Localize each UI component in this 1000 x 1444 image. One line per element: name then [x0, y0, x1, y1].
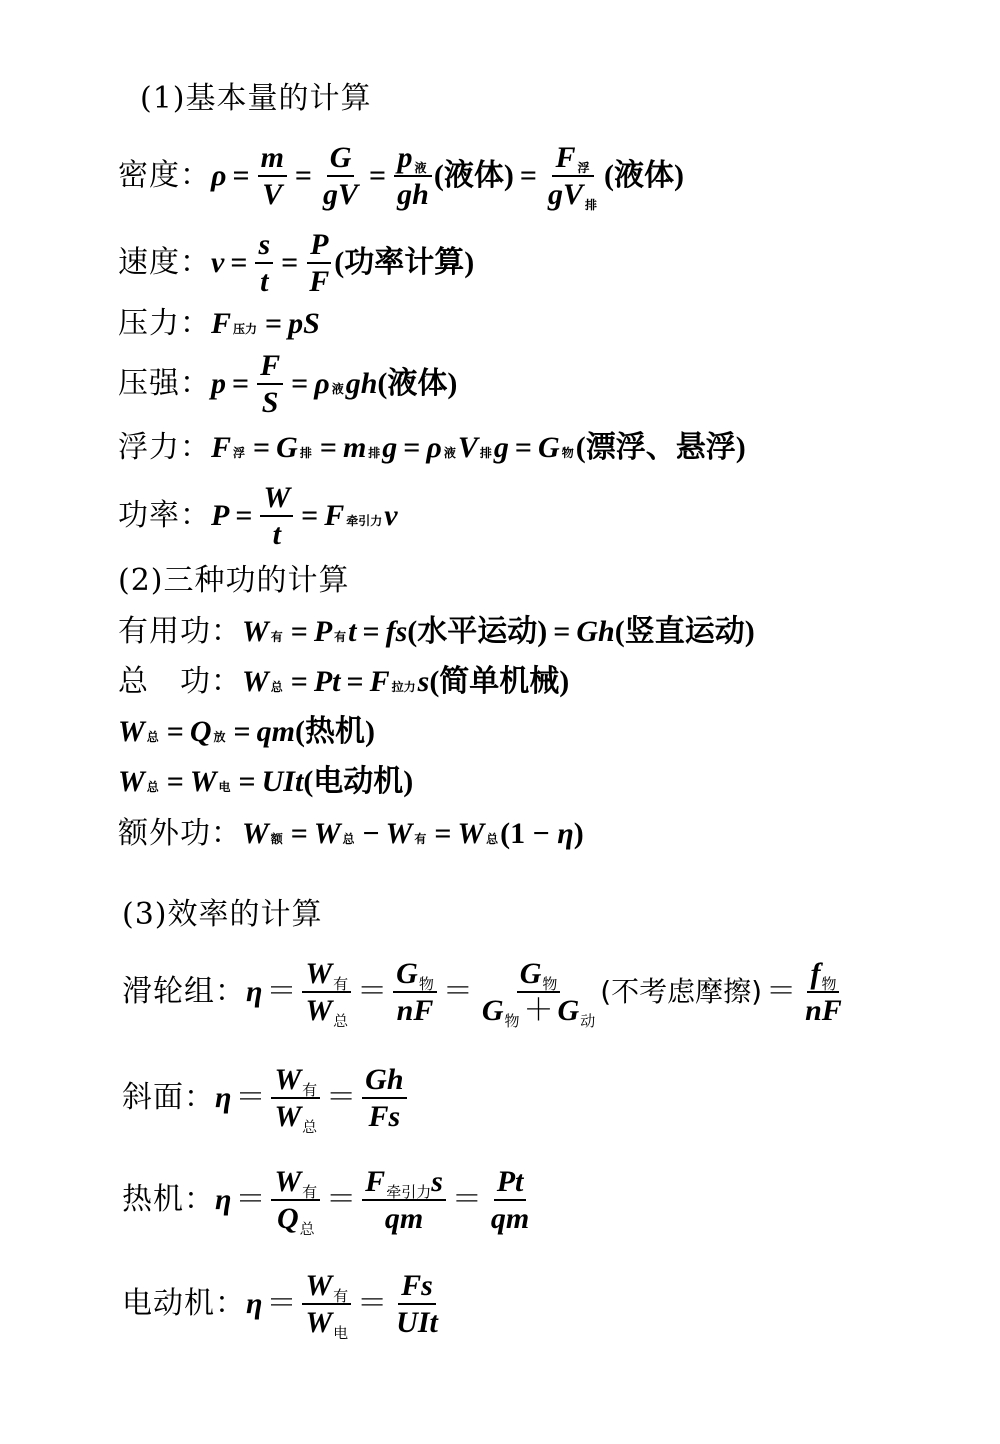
denominator-subscript: 排 [584, 198, 597, 212]
F-subscript: 牵引力 [346, 514, 383, 528]
equals: = [319, 431, 337, 464]
horizontal-note: (水平运动) [407, 615, 548, 648]
s-symbol: s [417, 665, 430, 698]
denominator-subscript: 动 [580, 1012, 596, 1030]
incline-efficiency-formula [122, 1058, 409, 1138]
eta-symbol: η [246, 1287, 263, 1320]
equals: = [238, 765, 256, 798]
denominator: V [262, 178, 283, 211]
numerator-symbol: p [397, 140, 413, 174]
W-symbol: W [189, 765, 217, 798]
equals: = [514, 431, 533, 464]
pS-expression: pS [288, 307, 320, 340]
section1-heading-text: (1)基本量的计算 [140, 81, 372, 116]
W-symbol: W [385, 817, 413, 850]
simple-machine-note: (简单机械) [429, 665, 570, 698]
W-subscript: 电 [218, 780, 231, 794]
denominator: qm [384, 1202, 424, 1235]
denominator [302, 1305, 351, 1342]
numerator-subscript: 有 [333, 1286, 349, 1305]
equals: ＝ [442, 974, 473, 1009]
numerator-symbol: W [274, 1164, 302, 1198]
F-symbol: F [211, 307, 232, 340]
motor-note: (电动机) [303, 765, 414, 798]
numerator-s-symbol: s [431, 1164, 443, 1198]
pressure-force-label: 压力： [118, 306, 211, 341]
denominator [479, 993, 598, 1030]
numerator [807, 958, 839, 994]
equals: = [294, 159, 313, 192]
equals: ＝ [326, 1182, 357, 1217]
W-subscript: 有 [270, 630, 283, 644]
m-subscript: 排 [368, 446, 381, 460]
denominator: nF [805, 994, 842, 1027]
equals: = [290, 817, 308, 850]
equals: = [235, 499, 253, 532]
v-symbol: v [211, 246, 225, 279]
vertical-note: (竖直运动) [614, 615, 755, 648]
numerator: G [327, 142, 355, 178]
equals: = [166, 765, 184, 798]
section2-heading [118, 563, 350, 598]
denominator [545, 177, 602, 211]
power-formula [118, 482, 398, 550]
W-symbol: W [118, 765, 145, 798]
equals: = [434, 817, 452, 850]
numerator-symbol: F [365, 1164, 386, 1198]
W-subscript: 总 [486, 832, 499, 846]
extra-work-label: 额外功： [118, 816, 242, 851]
equals: ＝ [451, 1182, 482, 1217]
fraction-m-over-V [258, 142, 287, 211]
no-friction-note: (不考虑摩擦) [600, 975, 763, 1008]
denominator: nF [396, 994, 434, 1027]
P-symbol: P [211, 499, 230, 532]
v-symbol: v [384, 499, 398, 532]
denominator: F [309, 265, 330, 298]
rho-symbol: ρ [211, 159, 227, 192]
eta-symbol: η [246, 975, 263, 1008]
density-formula [118, 138, 684, 214]
eta-symbol: η [215, 1183, 232, 1216]
equals: = [230, 246, 248, 279]
numerator [302, 1270, 351, 1306]
Q-subscript: 放 [213, 730, 226, 744]
numerator: F [257, 350, 283, 386]
fraction-Fs-over-UIt [393, 1270, 441, 1339]
fraction-Wyou-over-Qzong [271, 1164, 320, 1238]
numerator [362, 1166, 446, 1202]
fraction-p-over-gh [394, 142, 432, 211]
fraction-G-over-gV [320, 142, 361, 211]
numerator-symbol: W [274, 1062, 302, 1096]
denominator: gV [323, 178, 359, 211]
denominator-subscript: 总 [302, 1118, 318, 1136]
Pt-expression: Pt [313, 665, 341, 698]
denominator-symbol: W [305, 994, 333, 1027]
total-motor-formula [118, 764, 413, 800]
denominator [274, 1201, 318, 1238]
paren-close: ) [573, 817, 584, 850]
numerator-subscript: 浮 [577, 160, 590, 175]
rho-subscript: 液 [443, 446, 456, 460]
W-symbol: W [313, 817, 341, 850]
fraction-Gwu-over-Gwu-plus-Gdong [479, 956, 598, 1030]
numerator [552, 142, 594, 178]
numerator: Fs [398, 1270, 436, 1306]
buoyancy-label: 浮力： [118, 430, 211, 465]
W-symbol: W [118, 715, 145, 748]
numerator [517, 958, 561, 994]
qm-expression: qm [256, 715, 295, 748]
motor-efficiency-formula [122, 1264, 443, 1344]
equals: = [362, 615, 380, 648]
numerator-symbol: G [396, 956, 418, 990]
section3-heading-text: (3)效率的计算 [122, 897, 323, 932]
G-subscript: 排 [299, 446, 312, 460]
denominator: S [261, 386, 279, 419]
equals: ＝ [266, 1286, 297, 1321]
equals: = [290, 615, 308, 648]
numerator [271, 1064, 320, 1100]
power-calc-note: (功率计算) [334, 246, 475, 279]
numerator-symbol: W [305, 1268, 333, 1302]
density-label: 密度： [118, 158, 211, 193]
F-symbol: F [211, 431, 232, 464]
F-symbol: F [369, 665, 390, 698]
section3-heading [122, 897, 323, 932]
useful-work-label: 有用功： [118, 614, 242, 649]
g-symbol: g [493, 431, 509, 464]
numerator-symbol: F [555, 140, 576, 174]
denominator: gh [397, 178, 429, 211]
speed-label: 速度： [118, 245, 211, 280]
rho-subscript: 液 [331, 382, 344, 396]
equals: = [291, 367, 309, 400]
liquid-note: (液体) [433, 159, 514, 192]
total-work-label: 总 功： [118, 664, 242, 699]
denominator-subscript: 物 [504, 1012, 520, 1030]
W-symbol: W [242, 665, 269, 698]
P-subscript: 有 [334, 630, 347, 644]
equals: = [301, 499, 319, 532]
numerator: Pt [494, 1166, 527, 1202]
G-symbol: G [276, 431, 298, 464]
F-subscript: 压力 [233, 322, 258, 336]
equals: = [253, 431, 271, 464]
equals: ＝ [357, 974, 388, 1009]
numerator-subscript: 有 [302, 1182, 318, 1201]
equals: ＝ [235, 1182, 266, 1217]
denominator: Fs [368, 1100, 401, 1133]
denominator-symbol: W [305, 1306, 333, 1339]
speed-formula [118, 228, 474, 298]
fraction-Gwu-over-nF [393, 958, 437, 1027]
heat-engine-label: 热机： [122, 1182, 215, 1217]
equals: = [290, 665, 308, 698]
numerator-subscript: 液 [414, 160, 427, 175]
liquid-note: (液体) [377, 367, 458, 400]
pulley-efficiency-formula [122, 952, 847, 1032]
useful-work-formula [118, 614, 755, 650]
numerator: P [307, 229, 331, 265]
fraction-F-over-gV [545, 142, 602, 211]
denominator [271, 1099, 320, 1136]
equals: = [232, 367, 250, 400]
m-symbol: m [342, 431, 367, 464]
equals: ＝ [326, 1080, 357, 1115]
denominator: t [260, 265, 269, 298]
equals: ＝ [766, 974, 797, 1009]
paren-open: (1 − [500, 817, 558, 850]
numerator-subscript: 物 [821, 974, 837, 993]
Gh-expression: Gh [576, 615, 615, 648]
numerator-symbol: W [305, 956, 333, 990]
denominator-subscript: 总 [299, 1220, 315, 1238]
F-subscript: 浮 [233, 446, 246, 460]
numerator: s [255, 229, 273, 265]
numerator-subscript: 物 [418, 974, 434, 993]
fraction-Wyou-over-Wzong [302, 956, 351, 1030]
fraction-Fs-over-qm [362, 1166, 446, 1235]
fs-expression: fs [385, 615, 408, 648]
equals: = [553, 615, 571, 648]
minus: − [362, 817, 380, 850]
equals: = [233, 715, 251, 748]
fraction-F-over-S [257, 350, 283, 419]
V-subscript: 排 [479, 446, 492, 460]
G-symbol: G [538, 431, 560, 464]
total-work-formula [118, 664, 569, 700]
equals: = [346, 665, 364, 698]
Q-symbol: Q [189, 715, 212, 748]
fraction-Gh-over-Fs [362, 1064, 406, 1133]
pressure-formula [118, 350, 457, 418]
numerator-subscript: 物 [542, 974, 558, 993]
equals: = [369, 159, 387, 192]
liquid-note: (液体) [603, 159, 684, 192]
motor-label: 电动机： [122, 1286, 246, 1321]
W-subscript: 总 [146, 780, 159, 794]
rho-symbol: ρ [426, 431, 442, 464]
fraction-Wyou-over-Wdian [302, 1268, 351, 1342]
g-symbol: g [382, 431, 398, 464]
pressure-label: 压强： [118, 366, 211, 401]
pressure-force-formula [118, 306, 320, 342]
plus: ＋ [523, 993, 554, 1028]
buoyancy-formula [118, 430, 746, 466]
denominator: qm [490, 1202, 530, 1235]
t-symbol: t [348, 615, 357, 648]
heat-engine-efficiency-formula [122, 1160, 534, 1240]
numerator-subscript: 有 [333, 974, 349, 993]
equals: ＝ [266, 974, 297, 1009]
denominator-symbol: G [557, 994, 580, 1027]
fraction-P-over-F [306, 229, 332, 298]
total-heat-formula [118, 714, 375, 750]
equals: = [281, 246, 299, 279]
denominator-symbol: G [481, 994, 504, 1027]
P-symbol: P [313, 615, 333, 648]
numerator [302, 958, 351, 994]
float-note: (漂浮、悬浮) [575, 431, 746, 464]
equals: ＝ [235, 1080, 266, 1115]
fraction-W-over-t [260, 482, 293, 551]
denominator: t [272, 518, 281, 551]
denominator-symbol: W [274, 1100, 302, 1133]
W-symbol: W [457, 817, 485, 850]
numerator: W [260, 482, 293, 518]
numerator [271, 1166, 320, 1202]
fraction-Wyou-over-Wzong [271, 1062, 320, 1136]
fraction-Pt-over-qm [488, 1166, 532, 1235]
equals: = [403, 431, 421, 464]
G-subscript: 物 [561, 446, 574, 460]
fraction-s-over-t [255, 229, 273, 298]
heat-engine-note: (热机) [294, 715, 375, 748]
UIt-expression: UIt [261, 765, 304, 798]
V-symbol: V [457, 431, 478, 464]
W-subscript: 总 [146, 730, 159, 744]
equals: = [166, 715, 184, 748]
F-subscript: 拉力 [391, 680, 416, 694]
gh-expression: gh [345, 367, 378, 400]
W-symbol: W [242, 817, 269, 850]
W-subscript: 有 [414, 832, 427, 846]
equals: ＝ [357, 1286, 388, 1321]
numerator-symbol: G [519, 956, 542, 990]
equals: = [265, 307, 283, 340]
numerator [393, 958, 437, 994]
denominator [302, 993, 351, 1030]
denominator: UIt [396, 1306, 438, 1339]
denominator-subscript: 电 [333, 1324, 349, 1342]
denominator-symbol: gV [547, 178, 583, 211]
denominator-symbol: Q [276, 1202, 299, 1235]
denominator-subscript: 总 [333, 1012, 349, 1030]
fraction-fwu-over-nF [802, 958, 845, 1027]
W-symbol: W [242, 615, 269, 648]
W-subscript: 总 [270, 680, 283, 694]
W-subscript: 总 [342, 832, 355, 846]
p-symbol: p [211, 367, 226, 400]
numerator: Gh [362, 1064, 406, 1100]
incline-label: 斜面： [122, 1080, 215, 1115]
W-subscript: 额 [270, 832, 283, 846]
numerator: m [258, 142, 287, 178]
power-label: 功率： [118, 498, 211, 533]
numerator-subscript: 有 [302, 1080, 318, 1099]
numerator-symbol: f [810, 956, 821, 990]
equals: = [232, 159, 250, 192]
numerator [394, 142, 431, 178]
extra-work-formula [118, 816, 584, 852]
numerator-subscript: 牵引力 [386, 1182, 432, 1201]
eta-symbol: η [557, 817, 574, 850]
eta-symbol: η [215, 1081, 232, 1114]
section2-heading-text: (2)三种功的计算 [118, 563, 350, 598]
F-symbol: F [324, 499, 345, 532]
section1-heading [140, 81, 372, 116]
rho-symbol: ρ [314, 367, 330, 400]
pulley-label: 滑轮组： [122, 974, 246, 1009]
equals: = [519, 159, 537, 192]
